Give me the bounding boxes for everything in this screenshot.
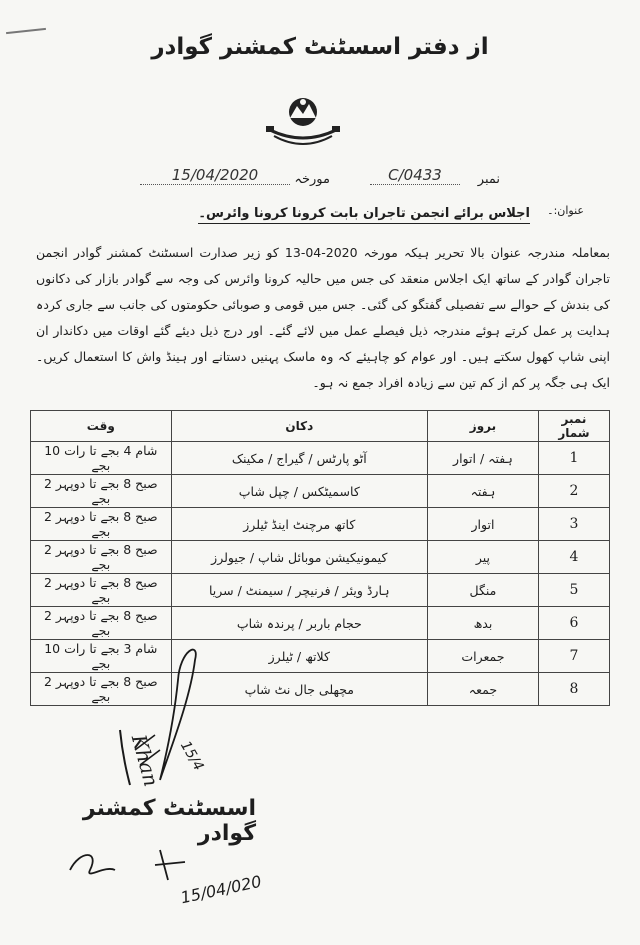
cell-sno: 5	[538, 574, 609, 607]
cell-shop: مچھلی جال نٹ شاپ	[171, 673, 427, 706]
table-row	[31, 574, 610, 607]
cell-sno: 6	[538, 607, 609, 640]
subject-text: اجلاس برائے انجمن تاجران بابت کرونا کرونا وائرس۔	[198, 206, 530, 224]
cell-shop: کاسمیٹکس / چپل شاپ	[171, 475, 427, 508]
reference-number-label: نمبر	[477, 172, 500, 187]
body-paragraph: بمعاملہ مندرجہ عنوان بالا تحریر ہیکہ مورخہ 2020-04-13 کو زیر صدارت اسسٹنٹ کمشنر گوادر انجمن تاجران گوادر کے ساتھ ایک اجلاس منعقد کی جس میں حالیہ کرونا وائرس کی وجہ سے گوادر بازار کی دکانوں کی بندش کے حوالے سے تفصیلی گفتگو کی گئی۔ جس میں قومی و صوبائی حکومتوں کی جانب سے جاری کردہ ہدایت پر عمل کرتے ہوئے مندرجہ ذیل فیصلے عمل میں لائے گئے۔ اور درج ذیل دیئے گئے اوقات میں دکاندار ان اپنی شاپ کھول سکتے ہیں۔ اور عوام کو چاہیئے کہ وہ ماسک پہنیں دستانے اور ہینڈ واش کا استعمال کریں۔ ایک ہی جگہ پر کم از کم تین سے زیادہ افراد جمع نہ ہو۔	[36, 245, 610, 390]
cell-time: صبح 8 بجے تا دوپہر 2 بجے	[31, 607, 172, 640]
reference-date-value: 15/04/2020	[140, 166, 290, 185]
signature-scribble-icon	[100, 640, 230, 790]
table-row	[31, 475, 610, 508]
cell-shop: آٹو پارٹس / گیراج / مکینک	[171, 442, 427, 475]
table-row	[31, 508, 610, 541]
cell-day: بدھ	[427, 607, 538, 640]
cell-day: ہفتہ	[427, 475, 538, 508]
cell-sno: 1	[538, 442, 609, 475]
cell-sno: 3	[538, 508, 609, 541]
cell-shop: حجام باربر / پرندہ شاپ	[171, 607, 427, 640]
cell-time: صبح 8 بجے تا دوپہر 2 بجے	[31, 508, 172, 541]
table-row	[31, 607, 610, 640]
table-row	[31, 442, 610, 475]
cell-time: شام 3 بجے تا رات 10 بجے	[31, 640, 172, 673]
cell-time: صبح 8 بجے تا دوپہر 2 بجے	[31, 541, 172, 574]
cell-time: صبح 8 بجے تا دوپہر 2 بجے	[31, 475, 172, 508]
cell-sno: 2	[538, 475, 609, 508]
cell-shop: کلاتھ / ٹیلرز	[171, 640, 427, 673]
signature-date-note: 15/4	[176, 738, 207, 774]
cell-day: پیر	[427, 541, 538, 574]
header-shop: دکان	[171, 411, 427, 442]
reference-line	[120, 166, 500, 196]
signatory-designation: اسسٹنٹ کمشنر گوادر	[82, 796, 256, 846]
initials-scribble-icon	[60, 840, 210, 890]
cell-day: ہفتہ / اتوار	[427, 442, 538, 475]
cell-shop: کیمونیکیشن موبائل شاپ / جیولرز	[171, 541, 427, 574]
cell-day: جمعرات	[427, 640, 538, 673]
table-row	[31, 541, 610, 574]
reference-number-value: 0433/C	[370, 166, 460, 185]
cell-sno: 7	[538, 640, 609, 673]
cell-sno: 4	[538, 541, 609, 574]
header-sno: نمبر شمار	[538, 411, 609, 442]
cell-sno: 8	[538, 673, 609, 706]
subject-label: عنوان:۔	[547, 204, 584, 217]
cell-time: صبح 8 بجے تا دوپہر 2 بجے	[31, 574, 172, 607]
header-time: وقت	[31, 411, 172, 442]
cell-day: جمعہ	[427, 673, 538, 706]
header-day: بروز	[427, 411, 538, 442]
cell-time: شام 4 بجے تا رات 10 بجے	[31, 442, 172, 475]
cell-shop: ہارڈ ویئر / فرنیچر / سیمنٹ / سریا	[171, 574, 427, 607]
cell-time: صبح 8 بجے تا دوپہر 2 بجے	[31, 673, 172, 706]
cell-shop: کاتھ مرچنٹ اینڈ ٹیلرز	[171, 508, 427, 541]
reference-date-label: مورخہ	[294, 172, 330, 187]
cell-day: اتوار	[427, 508, 538, 541]
emblem-logo-icon	[260, 96, 346, 146]
table-header-row	[31, 411, 610, 442]
office-header: از دفتر اسسٹنٹ کمشنر گوادر	[151, 34, 489, 60]
signature-name: Khan	[126, 732, 164, 790]
cell-day: منگل	[427, 574, 538, 607]
signature-bottom-date: 15/04/020	[178, 871, 264, 908]
